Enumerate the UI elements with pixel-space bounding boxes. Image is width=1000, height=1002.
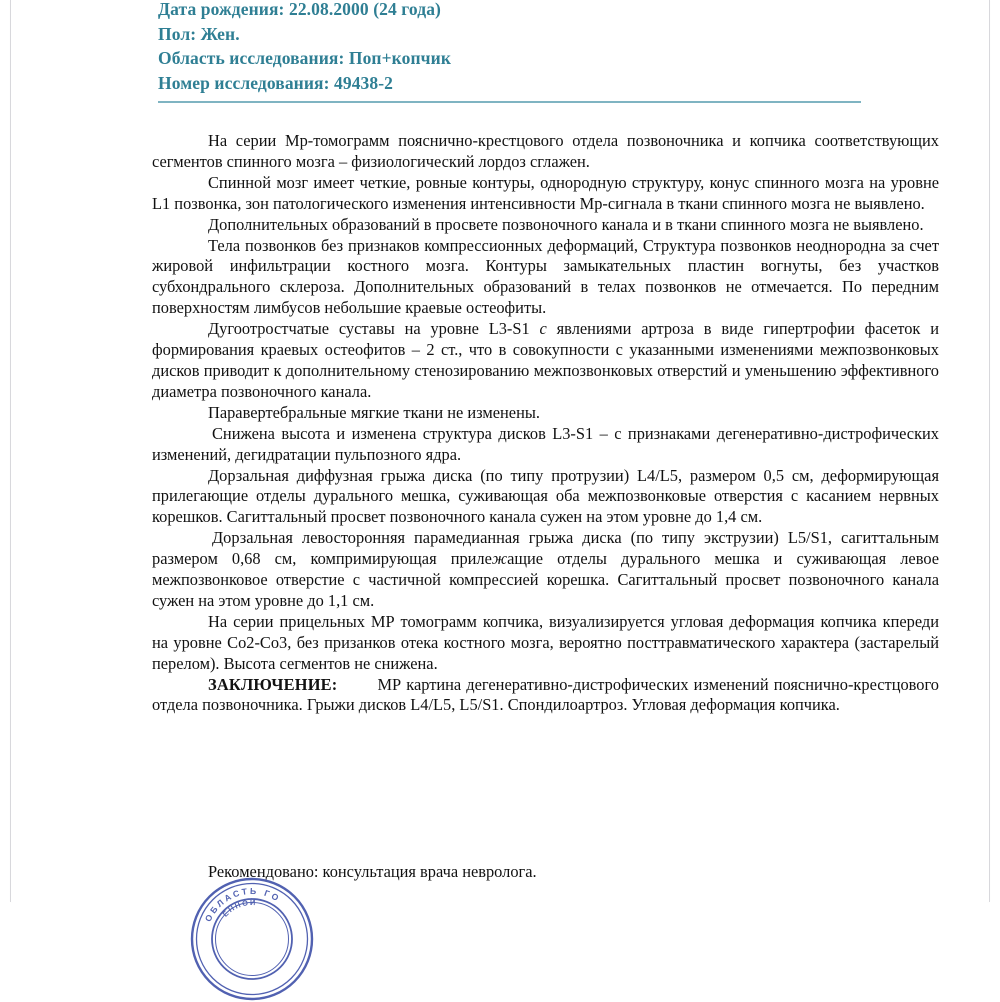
hernia-text-after: ащие отделы дурального мешка и суживающая левое межпозвонковое отверстие с частичной компрессией корешка. Сагиттальный просвет позвоночного канала сужен на этом уровне до 1,1 см. xyxy=(152,549,939,610)
facet-italic-char: с xyxy=(539,319,547,339)
hernia-italic-char: ж xyxy=(491,549,508,569)
study-region: Область исследования: Поп+копчик xyxy=(158,48,452,68)
facet-text-before: Дугоотростчатые суставы на уровне L3-S1 xyxy=(208,319,540,339)
report-header xyxy=(158,0,874,103)
paragraph-disc-height: Снижена высота и изменена структура дисков L3-S1 – с признаками дегенеративно-дистрофических изменений, дегидратации пульпозного ядра. xyxy=(152,423,939,464)
page-right-edge xyxy=(989,0,990,902)
paragraph-conclusion xyxy=(152,675,939,717)
paragraph-vertebral-bodies: Тела позвонков без признаков компрессионных деформаций, Структура позвонков неоднородна за счет жировой инфильтрации костного мозга. Контуры замыкательных пластин вогнуты, без участков субхондрального склероза. Дополнительных образований в телах позвонков не отмечается. По передним поверхностям лимбусов небольшие краевые остеофиты. xyxy=(152,235,939,318)
paragraph-canal-formations: Дополнительных образований в просвете позвоночного канала и в ткани спинного мозга не выявлено. xyxy=(208,214,924,234)
paragraph-series-overview: На серии Мр-томограмм пояснично-крестцового отдела позвоночника и копчика соответствующих сегментов спинного мозга – физиологический лордоз сглажен. xyxy=(152,131,939,171)
conclusion-label: ЗАКЛЮЧЕНИЕ: xyxy=(208,674,338,694)
facet-text-after: явлениями артроза в виде гипертрофии фасеток и формирования краевых остеофитов – 2 ст., что в совокупности с указанными изменениями межпозвонковых дисков приводит к дополнительному стенозированию межпозвонковых отверстий и уменьшению эффективного диаметра позвоночного канала. xyxy=(152,319,939,401)
official-round-stamp xyxy=(189,876,315,1002)
recommendation-text: Рекомендовано: консультация врача невролога. xyxy=(208,862,537,881)
paragraph-paravertebral-tissue: Паравертебральные мягкие ткани не изменены. xyxy=(208,402,540,422)
conclusion-text: МР картина дегенеративно-дистрофических изменений пояснично-крестцового отдела позвоночника. Грыжи дисков L4/L5, L5/S1. Спондилоартроз. Угловая деформация копчика. xyxy=(152,674,939,715)
study-number: Номер исследования: 49438-2 xyxy=(158,72,394,93)
stamp-inner-ring-text: ЕННОЙ xyxy=(220,897,258,919)
document-page xyxy=(11,0,989,924)
paragraph-spinal-cord: Спинной мозг имеет четкие, ровные контуры, однородную структуру, конус спинного мозга на уровне L1 позвонка, зон патологического изменения интенсивности Мр-сигнала в ткани спинного мозга не выявлено. xyxy=(152,172,939,213)
paragraph-coccyx: На серии прицельных МР томограмм копчика, визуализируется угловая деформация копчика кпереди на уровне Со2-Со3, без призанков отека костного мозга, вероятно посттравматического характера (застарелый перелом). Высота сегментов не снижена. xyxy=(152,611,939,673)
header-divider xyxy=(158,101,861,103)
patient-birth-date: Дата рождения: 22.08.2000 (24 года) xyxy=(158,0,441,19)
paragraph-herniation-l4l5: Дорзальная диффузная грыжа диска (по типу протрузии) L4/L5, размером 0,5 см, деформирующая прилегающие отделы дурального мешка, суживающая оба межпозвонковые отверстия с касанием нервных корешков. Сагиттальный просвет позвоночного канала сужен на этом уровне до 1,4 см. xyxy=(152,465,939,527)
hernia-text-before: Дорзальная левосторонняя парамедианная грыжа диска (по типу экструзии) L5/S1, сагиттальным размером 0,68 см, компримирующая приле xyxy=(152,528,939,569)
report-body xyxy=(152,131,939,716)
paragraph-herniation-l5s1 xyxy=(152,528,939,612)
paragraph-facet-joints xyxy=(152,319,939,403)
stamp-outer-ring-text: ОБЛАСТЬ ГО xyxy=(202,885,283,924)
patient-sex: Пол: Жен. xyxy=(158,23,240,44)
